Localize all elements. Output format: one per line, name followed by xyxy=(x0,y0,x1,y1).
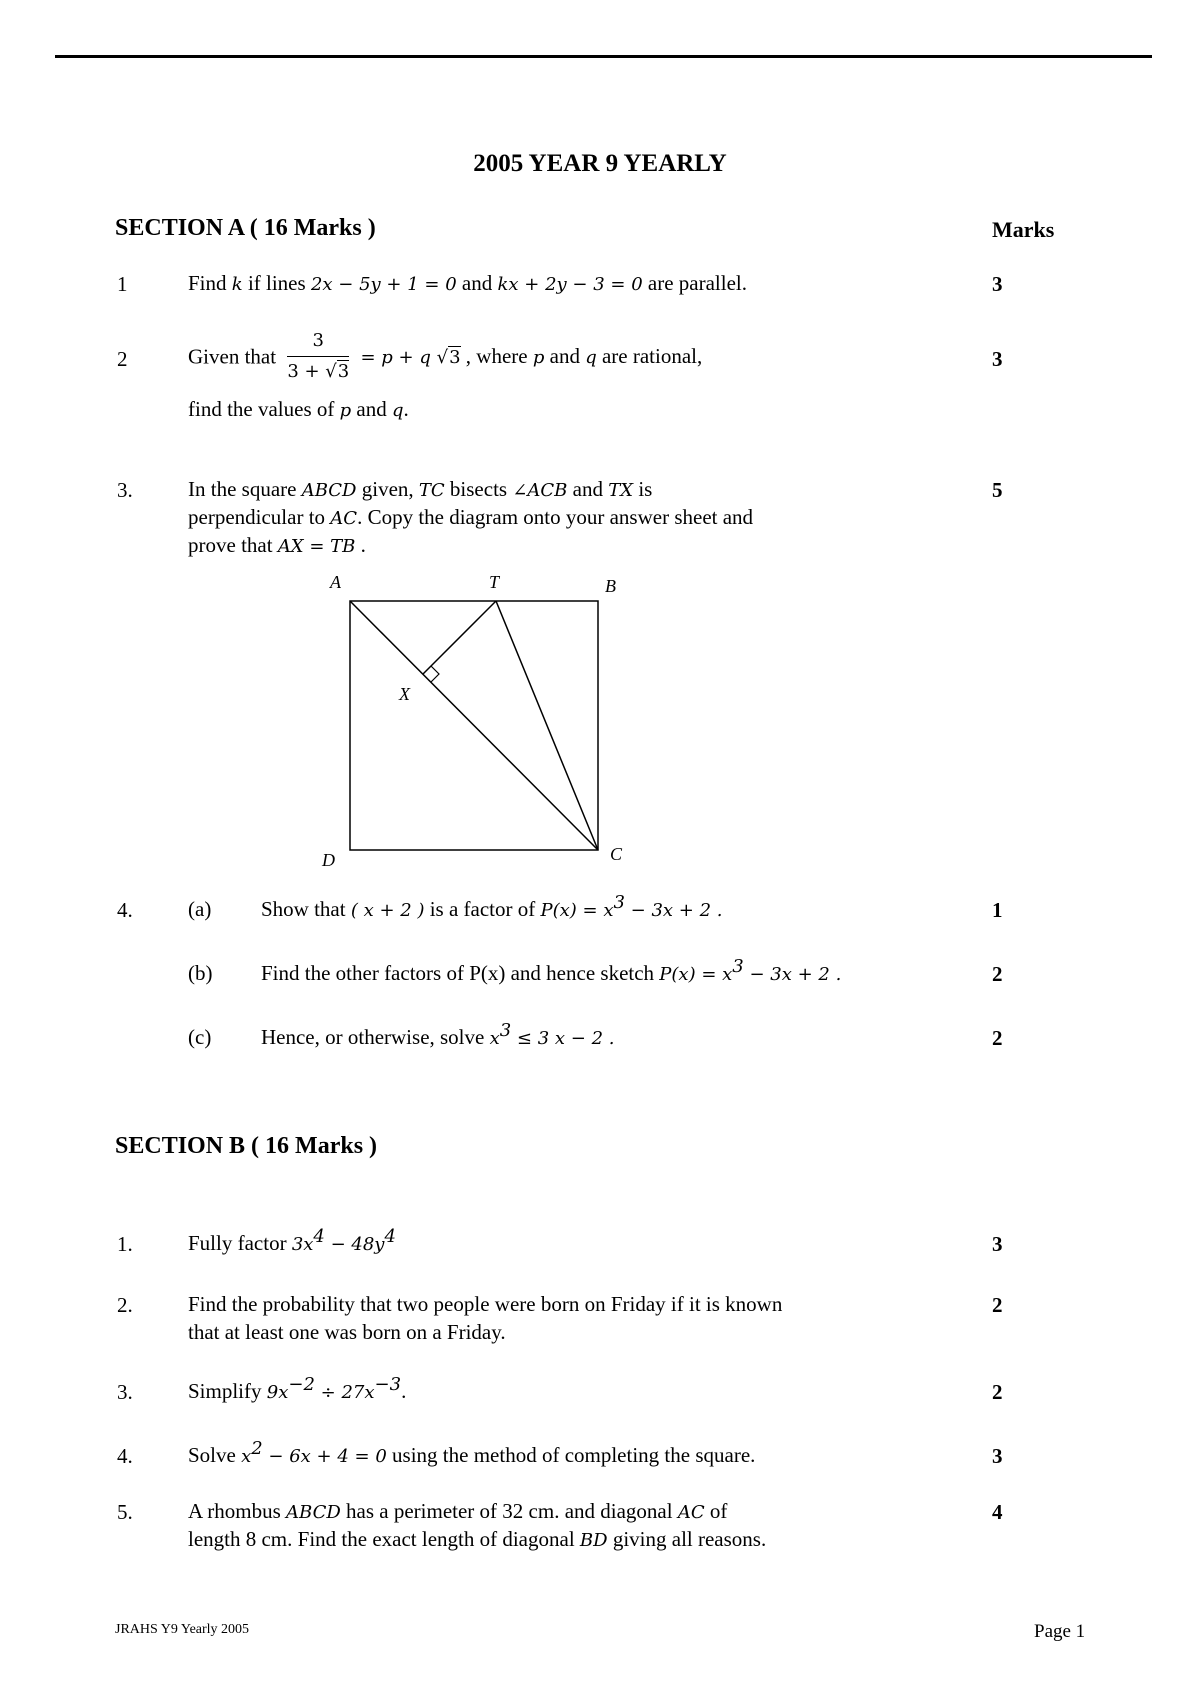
question-a3-line1: In the square ABCD given, TC bisects ∠ACB and TX is xyxy=(188,477,653,501)
question-number: 3. xyxy=(117,1380,133,1404)
question-marks: 3 xyxy=(992,1444,1003,1468)
question-marks: 3 xyxy=(992,347,1003,371)
question-marks: 2 xyxy=(992,1026,1003,1050)
label-a: A xyxy=(330,572,341,592)
label-c: C xyxy=(610,844,623,864)
label-b: B xyxy=(605,576,616,596)
label-t: T xyxy=(489,572,500,592)
question-a2-line1: Given that $\frac{3}{3 + √3}$ = p + q √3 , where p and q are rational, xyxy=(188,327,702,386)
question-marks: 3 xyxy=(992,1232,1003,1256)
question-a1-text: Find k if lines 2x − 5y + 1 = 0 and kx + 2y − 3 = 0 are parallel. xyxy=(188,271,747,295)
question-a4a-text: Show that ( x + 2 ) is a factor of $P(x) = x^3 - 3x + 2$ . xyxy=(261,892,723,921)
fraction: $\frac{3}{3 + √3}$ xyxy=(287,327,349,386)
label-d: D xyxy=(322,850,335,870)
page-number: Page 1 xyxy=(1034,1621,1086,1642)
part-label: (a) xyxy=(188,897,212,921)
question-b5-line2: length 8 cm. Find the exact length of diagonal BD giving all reasons. xyxy=(188,1527,767,1551)
question-b2-line1: Find the probability that two people were born on Friday if it is known xyxy=(188,1292,783,1316)
question-marks: 5 xyxy=(992,478,1003,502)
diagonal-ac xyxy=(350,601,598,850)
question-number: 5. xyxy=(117,1500,133,1524)
question-marks: 1 xyxy=(992,898,1003,922)
question-number: 4. xyxy=(117,898,133,922)
question-marks: 3 xyxy=(992,272,1003,296)
part-label: (c) xyxy=(188,1025,212,1049)
question-marks: 4 xyxy=(992,1500,1003,1524)
question-number: 3. xyxy=(117,478,133,502)
part-label: (b) xyxy=(188,961,213,985)
question-marks: 2 xyxy=(992,1380,1003,1404)
right-angle-marker xyxy=(431,666,439,682)
page-title: 2005 YEAR 9 YEARLY xyxy=(473,150,727,177)
question-b4-text: Solve $x^2 - 6x + 4 = 0$ using the method of completing the square. xyxy=(188,1438,756,1467)
question-a4b-text: Find the other factors of P(x) and hence sketch $P(x) = x^3 - 3x + 2$ . xyxy=(261,956,842,985)
question-a3-line2: perpendicular to AC. Copy the diagram onto your answer sheet and xyxy=(188,505,754,529)
question-marks: 2 xyxy=(992,962,1003,986)
question-b1-text: Fully factor $3x^4 - 48y^4$ xyxy=(188,1226,396,1255)
marks-column-heading: Marks xyxy=(992,217,1055,242)
question-a3-line3: prove that AX = TB . xyxy=(188,533,366,557)
question-b3-text: Simplify $9x^{-2} \div 27x^{-3}$. xyxy=(188,1374,407,1403)
question-a2-line2: find the values of p and q. xyxy=(188,397,409,421)
question-b5-line1: A rhombus ABCD has a perimeter of 32 cm. and diagonal AC of xyxy=(188,1499,728,1523)
question-marks: 2 xyxy=(992,1293,1003,1317)
question-number: 4. xyxy=(117,1444,133,1468)
segment-tc xyxy=(496,601,598,850)
footer-left: JRAHS Y9 Yearly 2005 xyxy=(115,1622,250,1637)
question-number: 1 xyxy=(117,272,128,296)
segment-tx xyxy=(423,601,496,674)
question-number: 2 xyxy=(117,347,128,371)
question-b2-line2: that at least one was born on a Friday. xyxy=(188,1320,506,1344)
section-b-heading: SECTION B ( 16 Marks ) xyxy=(115,1133,378,1159)
question-a4c-text: Hence, or otherwise, solve $x^3 \le 3$ x − 2 . xyxy=(261,1020,615,1049)
question-number: 1. xyxy=(117,1232,133,1256)
section-a-heading: SECTION A ( 16 Marks ) xyxy=(115,215,376,241)
question-number: 2. xyxy=(117,1293,133,1317)
label-x: X xyxy=(399,684,410,704)
